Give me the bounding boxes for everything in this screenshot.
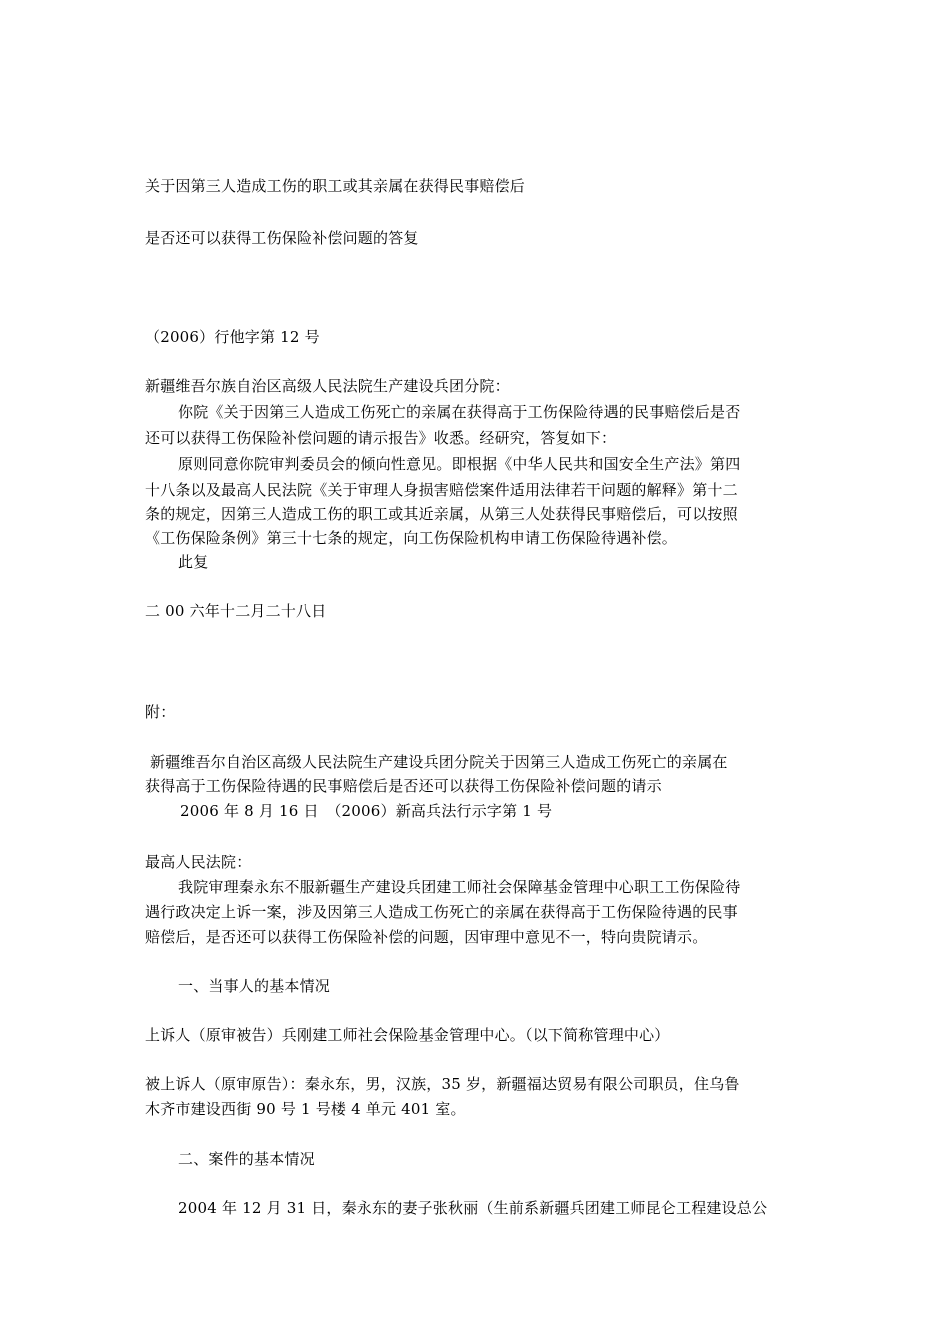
appellee-line-2: 木齐市建设西街 90 号 1 号楼 4 单元 401 室。: [145, 1100, 466, 1118]
attachment-date-number: 2006 年 8 月 16 日 （2006）新高兵法行示字第 1 号: [180, 802, 553, 820]
section-1-heading: 一、当事人的基本情况: [178, 977, 331, 995]
para2-line-1: 原则同意你院审判委员会的倾向性意见。即根据《中华人民共和国安全生产法》第四: [178, 455, 741, 473]
para1-line-2: 还可以获得工伤保险补偿问题的请示报告》收悉。经研究，答复如下：: [145, 429, 617, 447]
attachment-addressee: 最高人民法院：: [145, 853, 252, 871]
reply-date: 二 00 六年十二月二十八日: [145, 602, 327, 620]
para2-line-3: 条的规定，因第三人造成工伤的职工或其近亲属，从第三人处获得民事赔偿后，可以按照: [145, 505, 738, 523]
attachment-para1-line-2: 遇行政决定上诉一案，涉及因第三人造成工伤死亡的亲属在获得高于工伤保险待遇的民事: [145, 903, 738, 921]
doc-number: （2006）行他字第 12 号: [145, 328, 320, 346]
para2-line-4: 《工伤保险条例》第三十七条的规定，向工伤保险机构申请工伤保险待遇补偿。: [145, 529, 678, 547]
appellant: 上诉人（原审被告）兵刚建工师社会保险基金管理中心。（以下简称管理中心）: [145, 1026, 670, 1044]
addressee: 新疆维吾尔族自治区高级人民法院生产建设兵团分院：: [145, 377, 510, 395]
para2-line-2: 十八条以及最高人民法院《关于审理人身损害赔偿案件适用法律若干问题的解释》第十二: [145, 481, 738, 499]
attachment-para1-line-3: 赔偿后，是否还可以获得工伤保险补偿的问题，因审理中意见不一，特向贵院请示。: [145, 928, 708, 946]
attachment-label: 附：: [145, 703, 176, 721]
attachment-title-line-2: 获得高于工伤保险待遇的民事赔偿后是否还可以获得工伤保险补偿问题的请示: [145, 777, 662, 795]
doc-title-line-1: 关于因第三人造成工伤的职工或其亲属在获得民事赔偿后: [145, 177, 526, 195]
para1-line-1: 你院《关于因第三人造成工伤死亡的亲属在获得高于工伤保险待遇的民事赔偿后是否: [178, 403, 741, 421]
attachment-para1-line-1: 我院审理秦永东不服新疆生产建设兵团建工师社会保障基金管理中心职工工伤保险待: [178, 878, 741, 896]
closing: 此复: [178, 553, 209, 571]
doc-title-line-2: 是否还可以获得工伤保险补偿问题的答复: [145, 229, 419, 247]
appellee-line-1: 被上诉人（原审原告）：秦永东，男，汉族，35 岁，新疆福达贸易有限公司职员，住乌鲁: [145, 1075, 740, 1093]
case-para-line-1: 2004 年 12 月 31 日，秦永东的妻子张秋丽（生前系新疆兵团建工师昆仑工程建设总公: [178, 1199, 768, 1217]
section-2-heading: 二、案件的基本情况: [178, 1150, 315, 1168]
attachment-title-line-1: 新疆维吾尔自治区高级人民法院生产建设兵团分院关于因第三人造成工伤死亡的亲属在: [150, 753, 728, 771]
